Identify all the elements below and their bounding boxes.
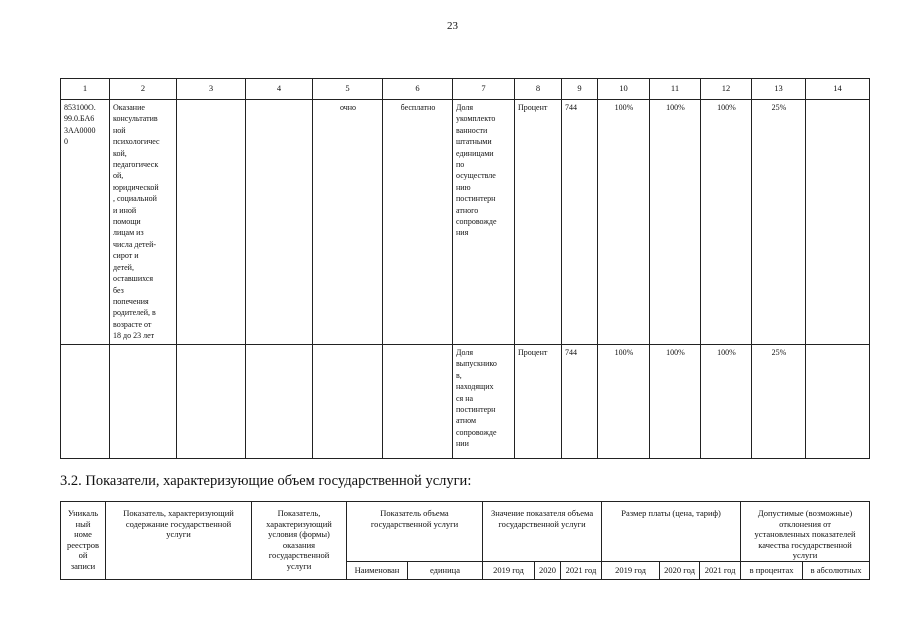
table-cell: 100%	[598, 100, 650, 345]
table-cell: 744	[562, 100, 598, 345]
table-cell: Доля выпускнико в, находящих ся на постинтерн атном сопровожде нии	[453, 345, 515, 459]
column-number: 7	[453, 79, 515, 100]
table-cell: очно	[313, 100, 383, 345]
table-cell: 100%	[650, 100, 701, 345]
column-number: 1	[61, 79, 110, 100]
table-cell	[110, 345, 177, 459]
table-cell	[61, 345, 110, 459]
table-cell	[177, 100, 246, 345]
table-cell	[313, 345, 383, 459]
table-cell: 100%	[701, 100, 752, 345]
subheader-value-2021: 2021 год	[561, 561, 602, 579]
column-number: 13	[752, 79, 806, 100]
table-row	[61, 100, 870, 345]
table-cell: 25%	[752, 345, 806, 459]
header-allowed-deviation: Допустимые (возможные) отклонения от установленных показателей качества государственной услуги	[741, 502, 870, 562]
table-cell: Оказание консультатив ной психологичес кой, педагогическ ой, юридической , социальной и иной помощи лицам из числа детей- сирот и детей, оставшихся без попечения родителей, в возрасте от 18 до 23 лет	[110, 100, 177, 345]
header-fee-size: Размер платы (цена, тариф)	[602, 502, 741, 562]
header-volume-indicator: Показатель объема государственной услуги	[347, 502, 483, 562]
column-number: 10	[598, 79, 650, 100]
header-unique-number: Уникаль ный номе реестров ой записи	[61, 502, 106, 580]
header-content-indicator: Показатель, характеризующий содержание государственной услуги	[106, 502, 252, 580]
table-cell: 744	[562, 345, 598, 459]
volume-indicators-table	[60, 501, 870, 580]
table-cell: Процент	[515, 345, 562, 459]
table-cell	[806, 100, 870, 345]
table-cell: 100%	[701, 345, 752, 459]
column-number: 5	[313, 79, 383, 100]
table-cell: Доля укомплекто ванности штатными единицами по осуществле нию постинтерн атного сопровожде ния	[453, 100, 515, 345]
table-cell	[246, 345, 313, 459]
section-heading: 3.2. Показатели, характеризующие объем государственной услуги:	[60, 473, 472, 489]
subheader-value-2020: 2020	[535, 561, 561, 579]
column-number: 4	[246, 79, 313, 100]
quality-indicators-table	[60, 78, 870, 459]
header-row	[61, 502, 870, 562]
table-cell: 100%	[650, 345, 701, 459]
column-number: 6	[383, 79, 453, 100]
header-volume-value: Значение показателя объема государственной услуги	[483, 502, 602, 562]
subheader-value-2019: 2019 год	[483, 561, 535, 579]
table-cell	[383, 345, 453, 459]
subheader-price-2021: 2021 год	[700, 561, 741, 579]
table-cell	[806, 345, 870, 459]
column-number: 8	[515, 79, 562, 100]
table-cell: бесплатно	[383, 100, 453, 345]
table-cell	[246, 100, 313, 345]
subheader-unit: единица	[408, 561, 483, 579]
column-number: 2	[110, 79, 177, 100]
subheader-name: Наименован	[347, 561, 408, 579]
subheader-price-2019: 2019 год	[602, 561, 660, 579]
column-number: 11	[650, 79, 701, 100]
subheader-price-2020: 2020 год	[660, 561, 700, 579]
header-conditions-indicator: Показатель, характеризующий условия (формы) оказания государственной услуги	[252, 502, 347, 580]
column-number: 9	[562, 79, 598, 100]
page-number: 23	[447, 20, 458, 32]
subheader-percent: в процентах	[741, 561, 803, 579]
subheader-absolute: в абсолютных	[803, 561, 870, 579]
column-number-row	[61, 79, 870, 100]
table-cell: 100%	[598, 345, 650, 459]
table-cell: Процент	[515, 100, 562, 345]
table-cell: 853100О. 99.0.БА6 3АА0000 0	[61, 100, 110, 345]
column-number: 12	[701, 79, 752, 100]
column-number: 14	[806, 79, 870, 100]
table-cell: 25%	[752, 100, 806, 345]
table-row	[61, 345, 870, 459]
column-number: 3	[177, 79, 246, 100]
table-cell	[177, 345, 246, 459]
